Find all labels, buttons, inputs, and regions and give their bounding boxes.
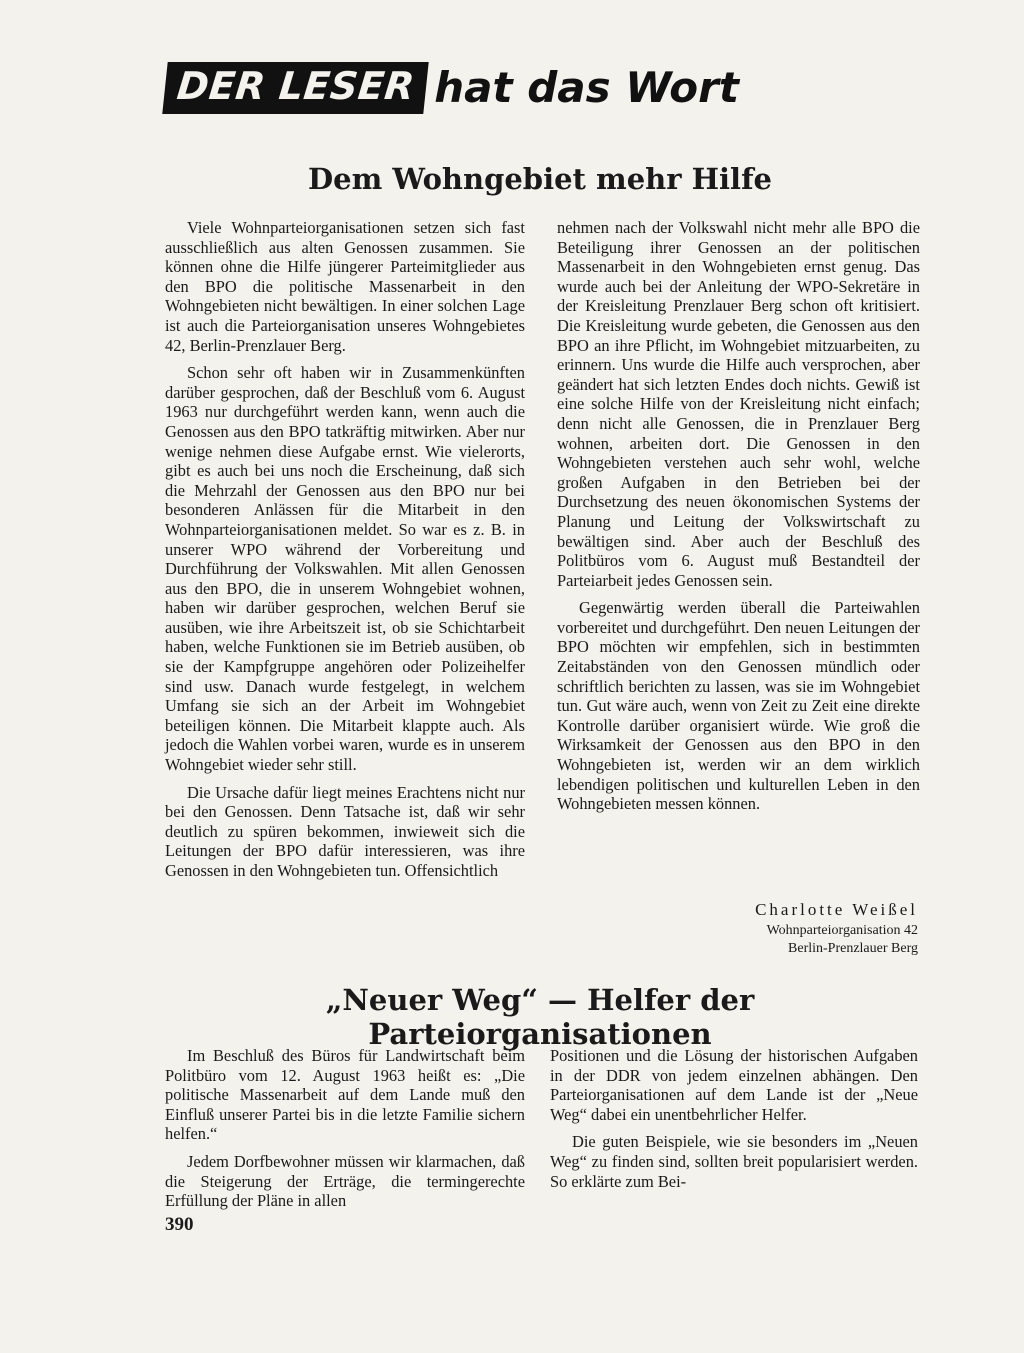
paragraph: Im Beschluß des Büros für Landwirtschaft beim Politbüro vom 12. August 1963 heißt es: „Die politische Massenarbeit auf dem Lande muß den Einfluß unserer Partei bis in die letzte Familie sichern helfen.“	[165, 1046, 525, 1144]
rubric-boxed-label: DER LESER	[162, 62, 429, 114]
paragraph: nehmen nach der Volkswahl nicht mehr alle BPO die Beteiligung ihrer Genossen an der politischen Massenarbeit in den Wohngebieten ernst genug. Das wurde auch bei der Anleitung der WPO-Sekretäre in der Kreisleitung Prenzlauer Berg schon oft kritisiert. Die Kreisleitung wurde gebeten, die Genossen aus den BPO an ihre Pflicht, im Wohngebiet mitzuarbeiten, zu erinnern. Uns wurde die Hilfe auch versprochen, aber geändert hat sich letzten Endes doch nichts. Gewiß ist eine solche Hilfe von der Kreisleitung nicht einfach; denn nicht alle Genossen, die in Prenzlauer Berg wohnen, arbeiten dort. Die Genossen in den Wohngebieten verstehen auch sehr wohl, welche großen Aufgaben in den Betrieben bei der Durchsetzung des neuen ökonomischen Systems der Planung und Leitung der Volkswirtschaft zu bewältigen sind. Aber auch der Beschluß des Politbüros vom 6. August muß Bestandteil der Parteiarbeit jedes Genossen sein.	[557, 218, 920, 590]
article1-column-left	[165, 218, 525, 889]
rubric-label: hat das Wort	[434, 62, 739, 112]
paragraph: Jedem Dorfbewohner müssen wir klarmachen, daß die Steigerung der Erträge, die termingerechte Erfüllung der Pläne in allen	[165, 1151, 525, 1211]
paragraph: Die guten Beispiele, wie sie besonders im „Neuen Weg“ zu finden sind, sollten breit popularisiert werden. So erklärte zum Bei-	[550, 1132, 918, 1191]
article1-title: Dem Wohngebiet mehr Hilfe	[307, 162, 772, 196]
article2-column-right	[550, 1046, 918, 1199]
author-signature	[755, 900, 918, 958]
article2-column-left	[165, 1046, 525, 1219]
article2-title: „Neuer Weg“ — Helfer der Parteiorganisationen	[325, 983, 755, 1051]
article1-column-right	[557, 218, 920, 822]
rubric-header	[165, 62, 739, 114]
page-number: 390	[165, 1214, 194, 1235]
paragraph: Die Ursache dafür liegt meines Erachtens nicht nur bei den Genossen. Denn Tatsache ist, daß wir sehr deutlich zu spüren bekommen, inwieweit sich die Leitungen der BPO dafür interessieren, was ihre Genossen in den Wohngebieten tun. Offensichtlich	[165, 782, 525, 880]
paragraph: Gegenwärtig werden überall die Parteiwahlen vorbereitet und durchgeführt. Den neuen Leitungen der BPO möchten wir empfehlen, sich in bestimmten Zeitabständen von den Genossen mündlich oder schriftlich berichten zu lassen, was sie im Wohngebiet tun. Gut wäre auch, wenn von Zeit zu Zeit eine direkte Kontrolle darüber organisiert würde. Wie groß die Wirksamkeit der Genossen aus den BPO in den Wohngebieten ist, werden wir an dem wirklich lebendigen politischen und kulturellen Leben in den Wohngebieten messen können.	[557, 598, 920, 814]
paragraph: Schon sehr oft haben wir in Zusammenkünften darüber gesprochen, daß der Beschluß vom 6. August 1963 nur durchgeführt werden kann, wenn auch die Genossen aus den BPO tatkräftig mitwirken. Aber nur wenige nehmen diese Aufgabe ernst. Wie vielerorts, gibt es auch bei uns noch die Erscheinung, daß sich die Mehrzahl der Genossen aus den BPO nur bei besonderen Anlässen für die Mitarbeit in den Wohnparteiorganisationen meldet. So war es z. B. in unserer WPO während der Vorbereitung und Durchführung der Volkswahlen. Mit allen Genossen aus den BPO, die in unserem Wohngebiet wohnen, haben wir darüber gesprochen, welchen Beruf sie ausüben, wie ihre Arbeitszeit ist, ob sie Schichtarbeit haben, welche Funktionen sie im Betrieb ausüben, ob sie der Kampfgruppe angehören oder Polizeihelfer sind usw. Danach wurde festgelegt, in welchem Umfang sie sich an der Arbeit im Wohngebiet beteiligen können. Die Mitarbeit klappte auch. Als jedoch die Wahlen vorbei waren, wurde es in unserem Wohngebiet wieder sehr still.	[165, 363, 525, 775]
author-place: Berlin-Prenzlauer Berg	[788, 941, 918, 956]
paragraph: Viele Wohnparteiorganisationen setzen sich fast ausschließlich aus alten Genossen zusammen. Sie können ohne die Hilfe jüngerer Parteimitglieder aus den BPO die politische Massenarbeit in den Wohngebieten nicht bewältigen. In einer solchen Lage ist auch die Parteiorganisation unseres Wohngebietes 42, Berlin-Prenzlauer Berg.	[165, 218, 525, 355]
author-name: Charlotte Weißel	[755, 900, 918, 919]
author-organization: Wohnparteiorganisation 42	[766, 923, 918, 938]
paragraph: Positionen und die Lösung der historischen Aufgaben in der DDR von jedem einzelnen abhängen. Den Parteiorganisationen auf dem Lande ist der „Neue Weg“ dabei ein unentbehrlicher Helfer.	[550, 1046, 918, 1124]
